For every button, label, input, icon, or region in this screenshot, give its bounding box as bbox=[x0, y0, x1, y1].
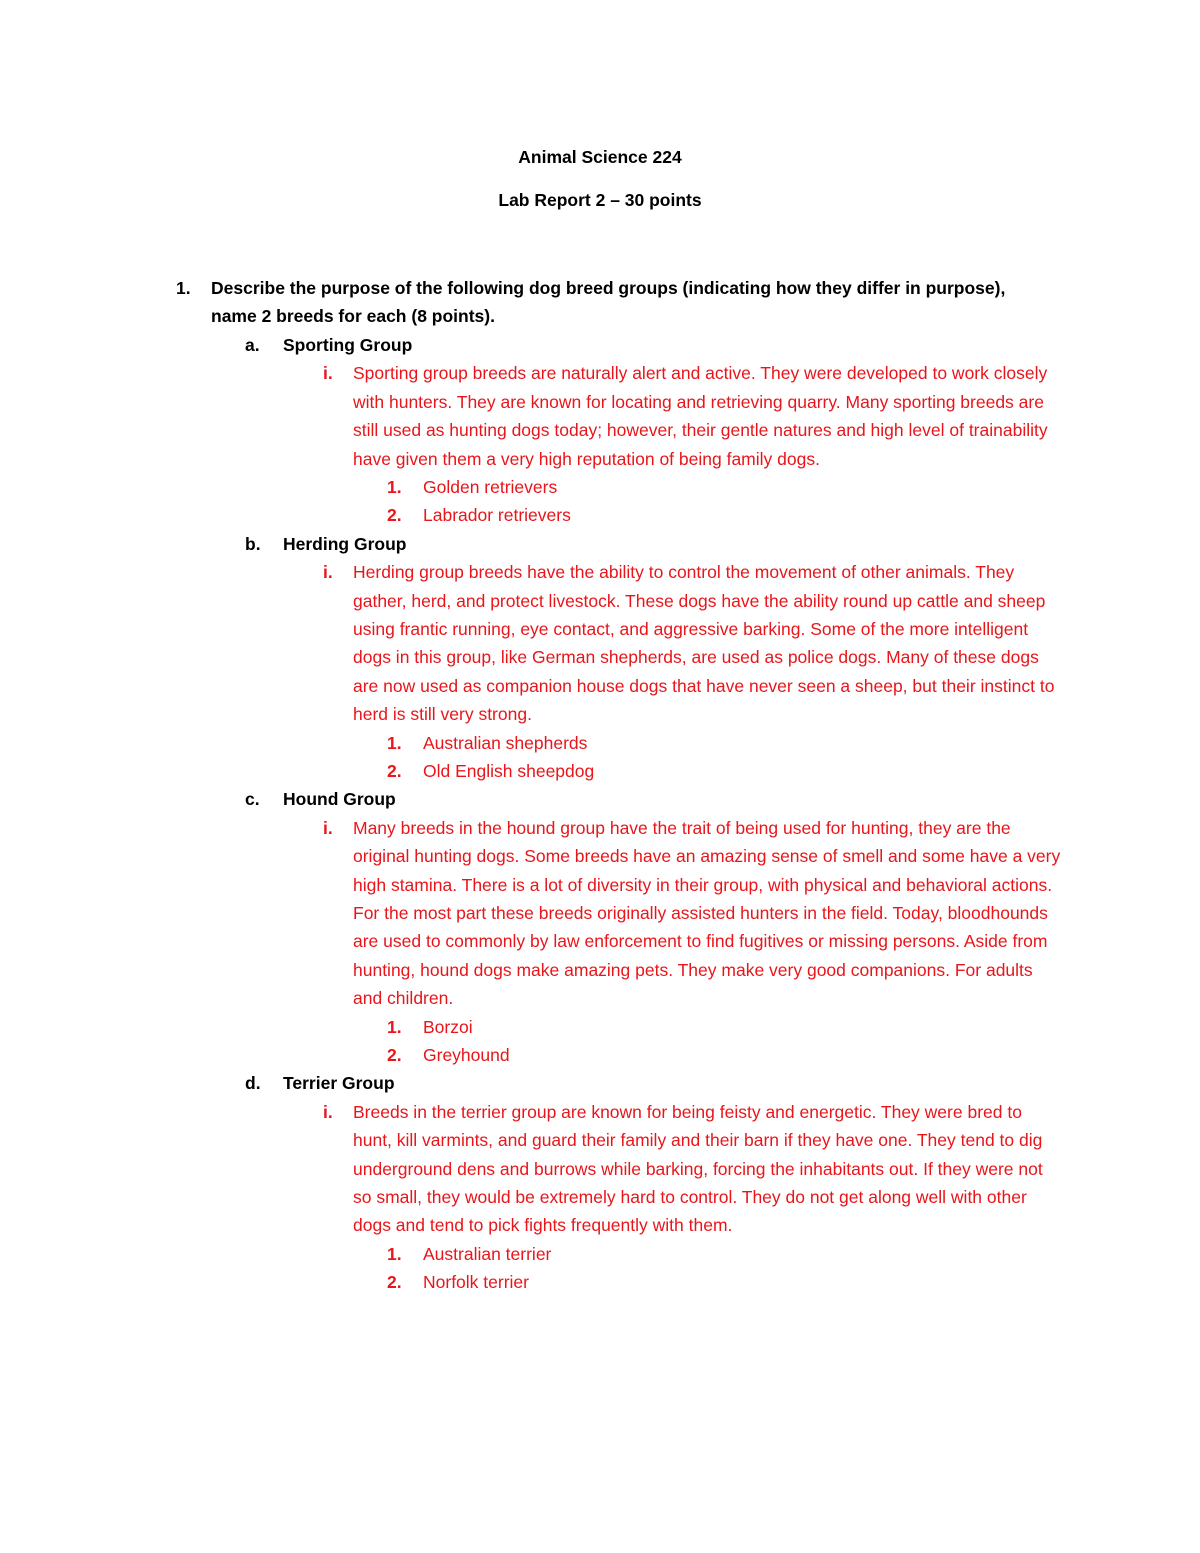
roman-numeral: i. bbox=[323, 562, 333, 583]
breed-name: Old English sheepdog bbox=[423, 761, 595, 782]
group-letter: d. bbox=[245, 1073, 261, 1094]
group-description bbox=[0, 814, 1200, 1013]
group-sporting bbox=[0, 331, 1200, 530]
description-text: Many breeds in the hound group have the trait of being used for hunting, they are the original hunting dogs. Some breeds have an amazing sense of smell and some have a very high stamina. There is a lot of diversity in their group, with physical and behavioral actions. For the most part these breeds originally assisted hunters in the field. Today, bloodhounds are used to commonly by law enforcement to find fugitives or missing persons. Aside from hunting, hound dogs make amazing pets. They make very good companions. For adults and children. bbox=[353, 817, 1061, 1009]
document-subtitle: Lab Report 2 – 30 points bbox=[498, 190, 702, 210]
group-heading bbox=[0, 530, 1200, 558]
breed-item bbox=[0, 1268, 1200, 1296]
group-heading bbox=[0, 785, 1200, 813]
question-1 bbox=[176, 274, 1016, 331]
description-text: Sporting group breeds are naturally alert and active. They were developed to work closely with hunters. They are known for locating and retrieving quarry. Many sporting breeds are still used as hunting dogs today; however, their gentle natures and high level of trainability have given them a very high reputation of being family dogs. bbox=[353, 363, 1048, 469]
description-text: Breeds in the terrier group are known for being feisty and energetic. They were bred to hunt, kill varmints, and guard their family and their barn if they have one. They tend to dig underground dens and burrows while barking, forcing the inhabitants out. If they were not so small, they would be extremely hard to control. They do not get along well with other dogs and tend to pick fights frequently with them. bbox=[353, 1101, 1043, 1236]
breed-name: Australian terrier bbox=[423, 1243, 552, 1264]
breed-name: Borzoi bbox=[423, 1016, 473, 1037]
question-text: Describe the purpose of the following dog breed groups (indicating how they differ in purpose), name 2 breeds for each (8 points). bbox=[211, 278, 1006, 327]
breed-item bbox=[0, 501, 1200, 529]
question-number: 1. bbox=[176, 278, 191, 298]
group-hound bbox=[0, 785, 1200, 1069]
breed-number: 2. bbox=[387, 1272, 402, 1293]
description-text: Herding group breeds have the ability to control the movement of other animals. They gather, herd, and protect livestock. These dogs have the ability round up cattle and sheep using frantic running, eye contact, and aggressive barking. Some of the more intelligent dogs in this group, like German shepherds, are used as police dogs. Many of these dogs are now used as companion house dogs that have never seen a sheep, but their instinct to herd is still very strong. bbox=[353, 562, 1055, 725]
group-letter: a. bbox=[245, 335, 260, 355]
breed-groups-list bbox=[0, 331, 1200, 1297]
group-letter: c. bbox=[245, 789, 260, 810]
breed-item bbox=[0, 729, 1200, 757]
breed-number: 1. bbox=[387, 477, 402, 498]
group-name: Herding Group bbox=[283, 533, 407, 554]
group-description bbox=[0, 359, 1200, 473]
document-title: Animal Science 224 bbox=[518, 147, 682, 167]
breed-name: Norfolk terrier bbox=[423, 1272, 529, 1293]
group-heading bbox=[0, 1069, 1200, 1097]
roman-numeral: i. bbox=[323, 817, 333, 838]
group-description bbox=[0, 558, 1200, 728]
breed-number: 2. bbox=[387, 761, 402, 782]
breed-item bbox=[0, 1041, 1200, 1069]
group-herding bbox=[0, 530, 1200, 786]
group-heading bbox=[0, 331, 1200, 359]
group-name: Hound Group bbox=[283, 789, 396, 810]
breed-number: 1. bbox=[387, 1016, 402, 1037]
breed-name: Australian shepherds bbox=[423, 732, 588, 753]
breed-item bbox=[0, 473, 1200, 501]
group-description bbox=[0, 1098, 1200, 1240]
group-letter: b. bbox=[245, 533, 261, 554]
roman-numeral: i. bbox=[323, 363, 333, 384]
breed-name: Labrador retrievers bbox=[423, 505, 571, 526]
breed-item bbox=[0, 1240, 1200, 1268]
breed-number: 1. bbox=[387, 1243, 402, 1264]
group-terrier bbox=[0, 1069, 1200, 1296]
breed-number: 2. bbox=[387, 1045, 402, 1066]
breed-number: 2. bbox=[387, 505, 402, 526]
breed-number: 1. bbox=[387, 732, 402, 753]
group-name: Terrier Group bbox=[283, 1073, 395, 1094]
breed-name: Greyhound bbox=[423, 1045, 510, 1066]
breed-name: Golden retrievers bbox=[423, 477, 558, 498]
group-name: Sporting Group bbox=[283, 335, 413, 355]
roman-numeral: i. bbox=[323, 1101, 333, 1122]
breed-item bbox=[0, 757, 1200, 785]
breed-item bbox=[0, 1013, 1200, 1041]
